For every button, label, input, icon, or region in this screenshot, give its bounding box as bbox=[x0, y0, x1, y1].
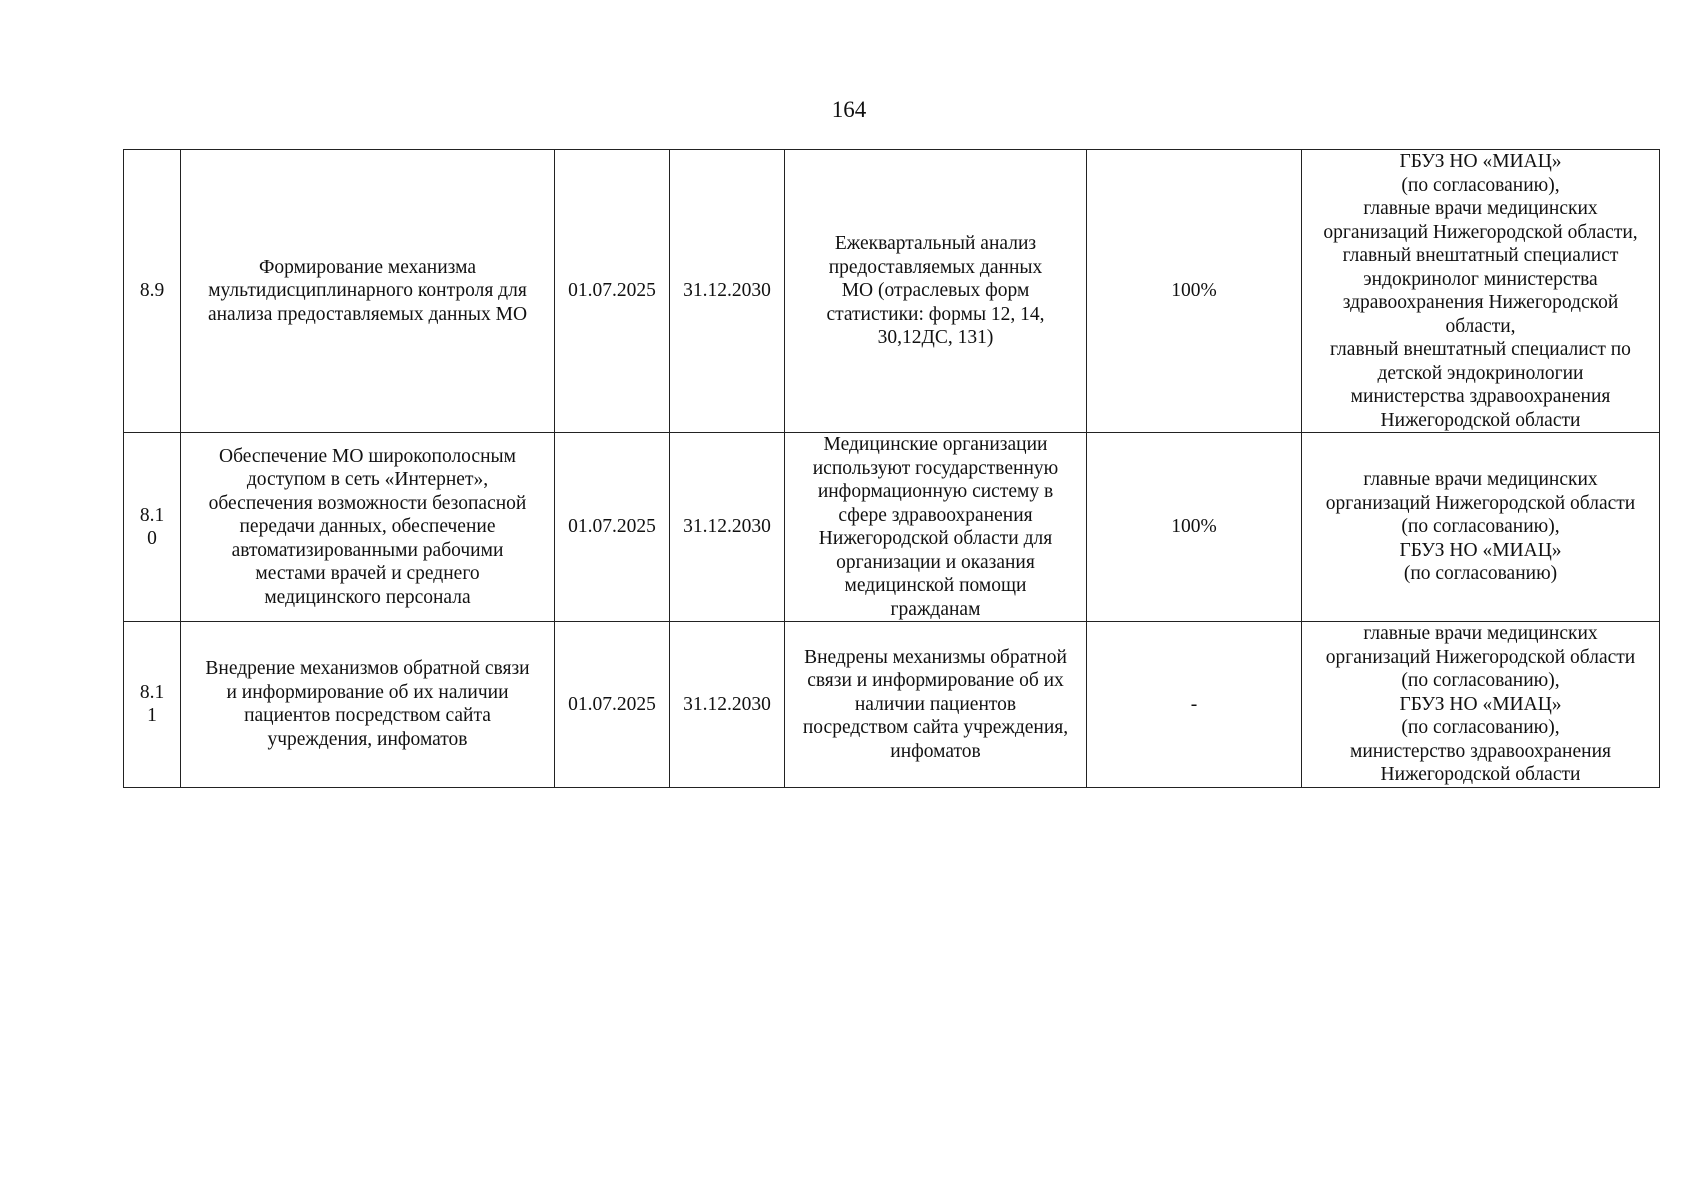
expected-result: Внедрены механизмы обратной связи и информирование об их наличии пациентов посредством сайта учреждения, инфоматов bbox=[785, 622, 1087, 788]
item-number: 8.1 1 bbox=[124, 622, 181, 788]
expected-result: Ежеквартальный анализ предоставляемых данных МО (отраслевых форм статистики: формы 12, 14, 30,12ДС, 131) bbox=[785, 150, 1087, 433]
item-number: 8.1 0 bbox=[124, 433, 181, 622]
activities-table bbox=[123, 149, 1660, 788]
table-row bbox=[124, 433, 1660, 622]
responsible-parties: главные врачи медицинских организаций Нижегородской области (по согласованию), ГБУЗ НО «МИАЦ» (по согласованию), министерство здравоохранения Нижегородской области bbox=[1302, 622, 1660, 788]
end-date: 31.12.2030 bbox=[670, 622, 785, 788]
start-date: 01.07.2025 bbox=[555, 150, 670, 433]
responsible-parties: главные врачи медицинских организаций Нижегородской области (по согласованию), ГБУЗ НО «МИАЦ» (по согласованию) bbox=[1302, 433, 1660, 622]
item-number: 8.9 bbox=[124, 150, 181, 433]
table-row bbox=[124, 150, 1660, 433]
page-number: 164 bbox=[831, 97, 867, 122]
table-row bbox=[124, 622, 1660, 788]
target-value: 100% bbox=[1087, 433, 1302, 622]
task-description: Внедрение механизмов обратной связи и информирование об их наличии пациентов посредством сайта учреждения, инфоматов bbox=[181, 622, 555, 788]
task-description: Обеспечение МО широкополосным доступом в сеть «Интернет», обеспечения возможности безопасной передачи данных, обеспечение автоматизированными рабочими местами врачей и среднего медицинского персонала bbox=[181, 433, 555, 622]
task-description: Формирование механизма мультидисциплинарного контроля для анализа предоставляемых данных МО bbox=[181, 150, 555, 433]
responsible-parties: ГБУЗ НО «МИАЦ» (по согласованию), главные врачи медицинских организаций Нижегородской области, главный внештатный специалист эндокринолог министерства здравоохранения Нижегородской области, главный внештатный специалист по детской эндокринологии министерства здравоохранения Нижегородской области bbox=[1302, 150, 1660, 433]
start-date: 01.07.2025 bbox=[555, 622, 670, 788]
expected-result: Медицинские организации используют государственную информационную систему в сфере здравоохранения Нижегородской области для организации и оказания медицинской помощи гражданам bbox=[785, 433, 1087, 622]
target-value: 100% bbox=[1087, 150, 1302, 433]
end-date: 31.12.2030 bbox=[670, 433, 785, 622]
target-value: - bbox=[1087, 622, 1302, 788]
start-date: 01.07.2025 bbox=[555, 433, 670, 622]
end-date: 31.12.2030 bbox=[670, 150, 785, 433]
